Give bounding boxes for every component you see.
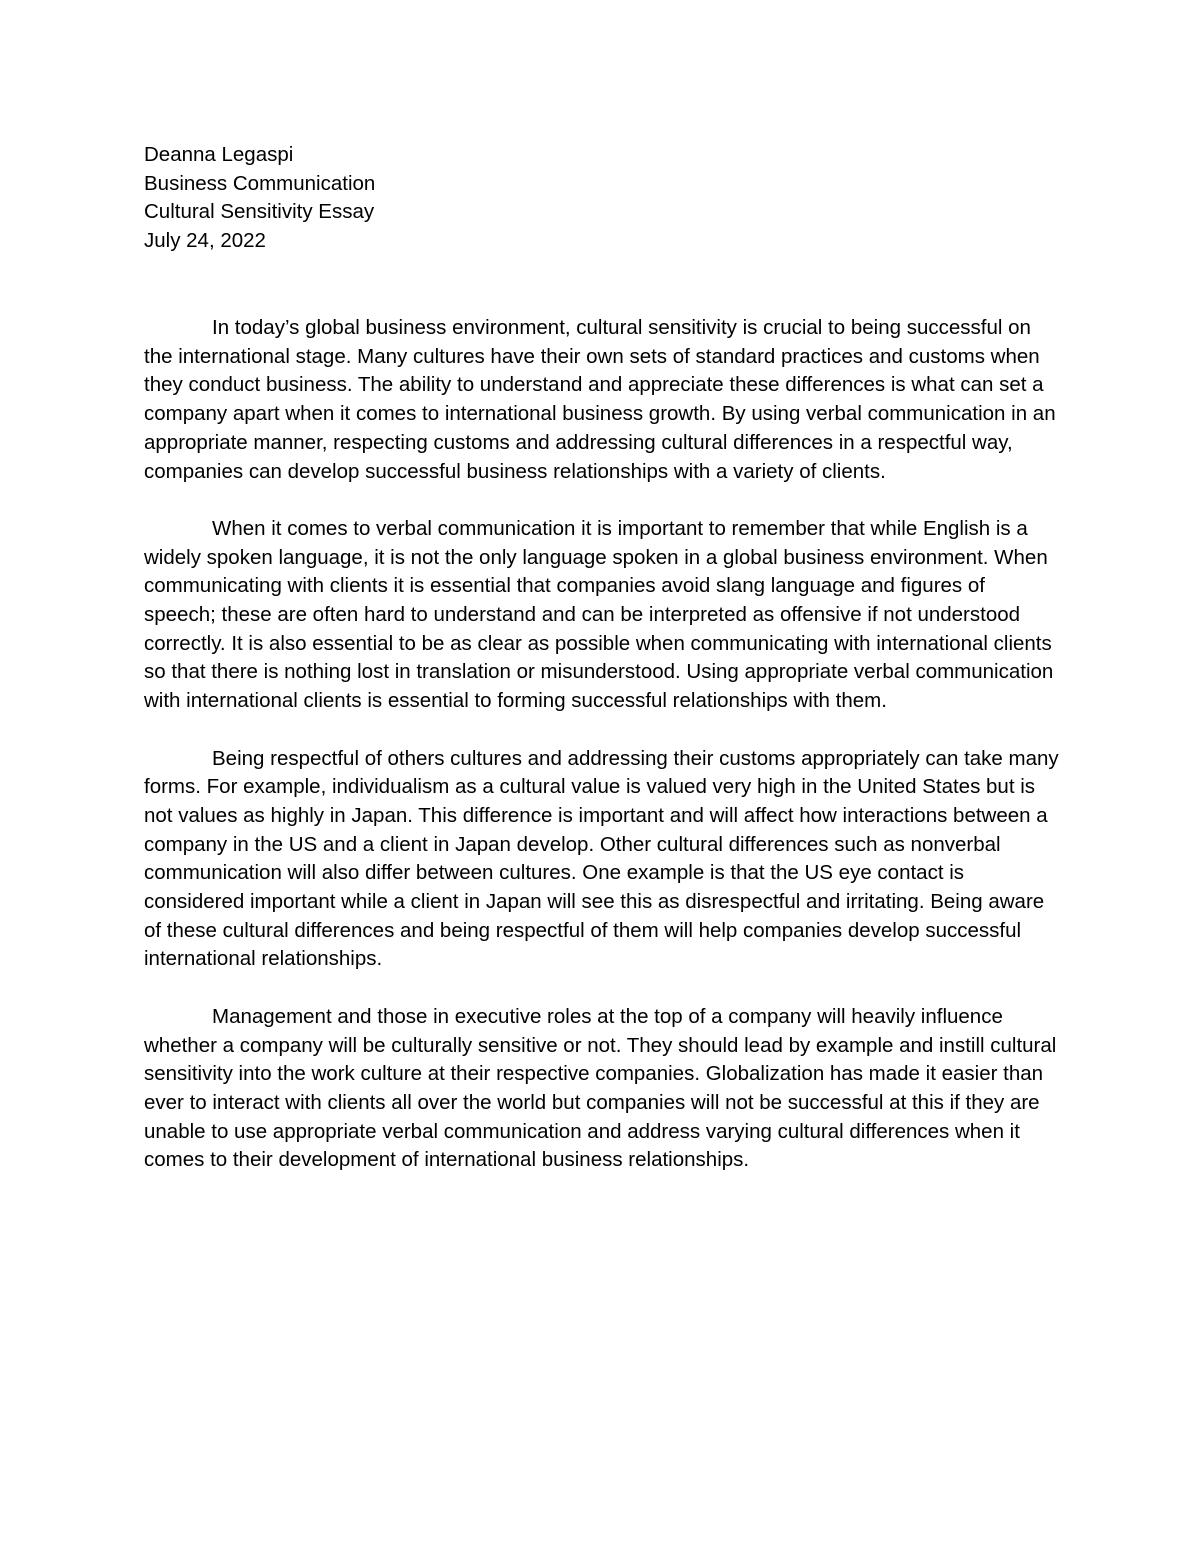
essay-date: July 24, 2022 xyxy=(144,229,266,253)
course-name: Business Communication xyxy=(144,171,376,195)
author-name: Deanna Legaspi xyxy=(144,143,294,166)
paragraph-3: Being respectful of others cultures and addressing their customs appropriately can take many forms. For example, individualism as a cultural value is valued very high in the United States but is not values as highly in Japan. This difference is important and will affect how interactions between a company in the US and a client in Japan develop. Other cultural differences such as nonverbal communication will also differ between cultures. One example is that the US eye contact is considered important while a client in Japan will see this as disrespectful and irritating. Being aware of these cultural differences and being respectful of them will help companies develop successful international relationships. xyxy=(144,746,1059,971)
essay-title: Cultural Sensitivity Essay xyxy=(144,200,375,224)
essay-body xyxy=(144,314,1062,1204)
document-header xyxy=(144,141,1044,256)
paragraph-1: In today’s global business environment, cultural sensitivity is crucial to being successful on the international stage. Many cultures have their own sets of standard practices and customs when they conduct business. The ability to understand and appreciate these differences is what can set a company apart when it comes to international business growth. By using verbal communication in an appropriate manner, respecting customs and addressing cultural differences in a respectful way, companies can develop successful business relationships with a variety of clients. xyxy=(144,316,1056,483)
paragraph-2: When it comes to verbal communication it is important to remember that while English is a widely spoken language, it is not the only language spoken in a global business environment. When communicating with clients it is essential that companies avoid slang language and figures of speech; these are often hard to understand and can be interpreted as offensive if not understood correctly. It is also essential to be as clear as possible when communicating with international clients so that there is nothing lost in translation or misunderstood. Using appropriate verbal communication with international clients is essential to forming successful relationships with them. xyxy=(144,516,1054,713)
paragraph-4: Management and those in executive roles at the top of a company will heavily influence whether a company will be culturally sensitive or not. They should lead by example and instill cultural sensitivity into the work culture at their respective companies. Globalization has made it easier than ever to interact with clients all over the world but companies will not be successful at this if they are unable to use appropriate verbal communication and address varying cultural differences when it comes to their development of international business relationships. xyxy=(144,1004,1057,1172)
